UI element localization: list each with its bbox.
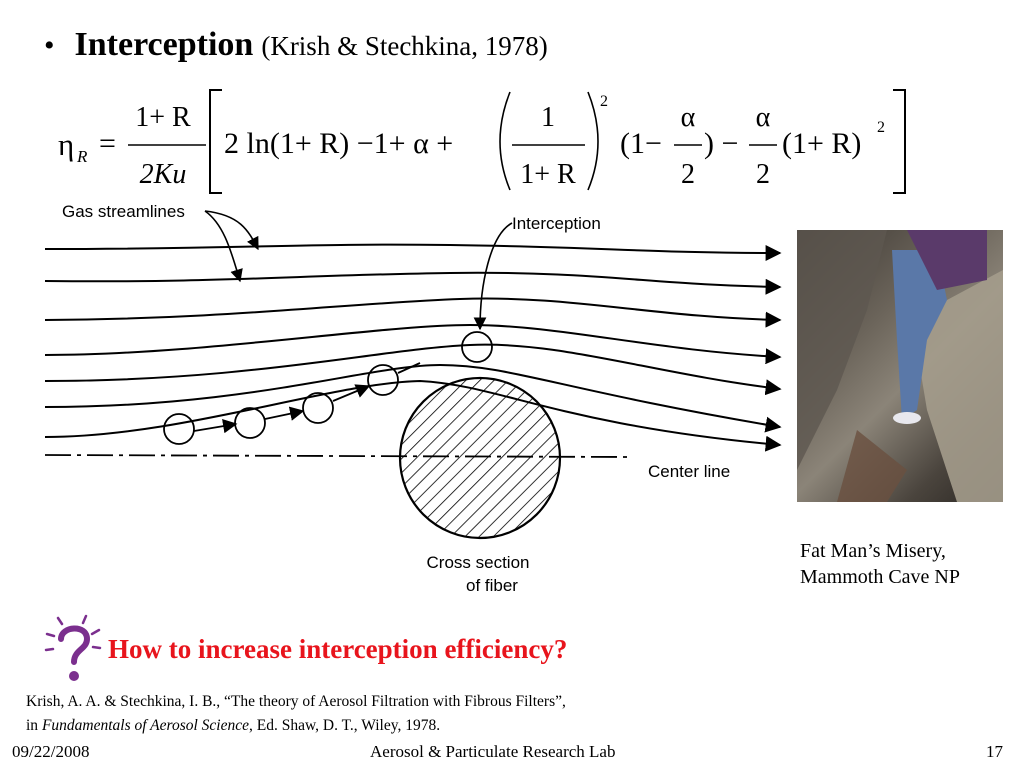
- fiber-cross-section: [400, 378, 560, 538]
- particle-2: [235, 408, 265, 438]
- particle-intercepted: [462, 332, 492, 362]
- equals-sign: =: [99, 127, 116, 160]
- eta-symbol: η: [58, 127, 75, 162]
- reference: [26, 690, 566, 738]
- streamline-4: [45, 325, 780, 357]
- question-mark-icon: [42, 612, 104, 686]
- inner-paren-right: [588, 92, 598, 190]
- alpha-denominator: 2: [681, 159, 695, 190]
- eta-subscript: R: [77, 147, 88, 166]
- fiber-label: of fiber: [466, 576, 518, 595]
- fraction1-numerator: 1+ R: [135, 102, 191, 133]
- inner-numerator: 1: [541, 102, 555, 133]
- bracket-term-start: 2 ln(1+ R) −1+ α +: [224, 127, 454, 160]
- title-citation: (Krish & Stechkina, 1978): [261, 31, 548, 61]
- alpha2-numerator: α: [755, 102, 771, 133]
- reference-prefix: in: [26, 717, 42, 734]
- cave-photo: [797, 230, 1003, 502]
- inner-paren-left: [500, 92, 510, 190]
- alpha2-denominator: 2: [756, 159, 770, 190]
- particle-3: [303, 393, 333, 423]
- reference-suffix: , Ed. Shaw, D. T., Wiley, 1978.: [249, 717, 441, 734]
- reference-line-1: Krish, A. A. & Stechkina, I. B., “The theory of Aerosol Filtration with Fibrous Filters”,: [26, 693, 566, 710]
- reference-book-title: Fundamentals of Aerosol Science: [41, 717, 249, 734]
- interception-label: Interception: [512, 214, 601, 233]
- right-bracket: [893, 90, 905, 193]
- alpha-numerator: α: [680, 102, 696, 133]
- inner-denominator: 1+ R: [520, 159, 576, 190]
- title-main: Interception: [74, 26, 254, 63]
- streamline-1: [45, 245, 780, 253]
- footer-date: 09/22/2008: [12, 742, 90, 761]
- particle-1: [164, 414, 194, 444]
- exponent-1: 2: [600, 93, 608, 110]
- interception-diagram: [0, 195, 790, 605]
- caption-line-2: Mammoth Cave NP: [800, 566, 960, 588]
- cross-section-label: Cross section: [426, 553, 530, 572]
- photo-caption: [800, 538, 960, 590]
- slide-title: [44, 26, 548, 64]
- term-c: (1+ R): [782, 127, 862, 160]
- title-bullet: •: [44, 29, 55, 62]
- footer-lab: Aerosol & Particulate Research Lab: [370, 742, 616, 761]
- streamlines-pointer-1: [205, 211, 258, 249]
- term-b: ) −: [704, 127, 739, 160]
- streamline-3: [45, 299, 780, 320]
- footer-page-number: 17: [986, 742, 1003, 761]
- left-bracket: [210, 90, 222, 193]
- streamline-2: [45, 273, 780, 287]
- particle-4: [368, 365, 398, 395]
- reference-line-2: [26, 714, 566, 738]
- term-a: (1−: [620, 127, 662, 160]
- interception-equation: [0, 80, 1024, 202]
- center-line-label: Center line: [648, 462, 731, 481]
- exponent-2: 2: [877, 119, 885, 136]
- interception-pointer: [480, 223, 512, 329]
- caption-line-1: Fat Man’s Misery,: [800, 540, 946, 562]
- fraction1-denominator: 2Ku: [139, 159, 187, 190]
- question-text: How to increase interception efficiency?: [108, 634, 568, 664]
- gas-streamlines-label: Gas streamlines: [62, 202, 185, 221]
